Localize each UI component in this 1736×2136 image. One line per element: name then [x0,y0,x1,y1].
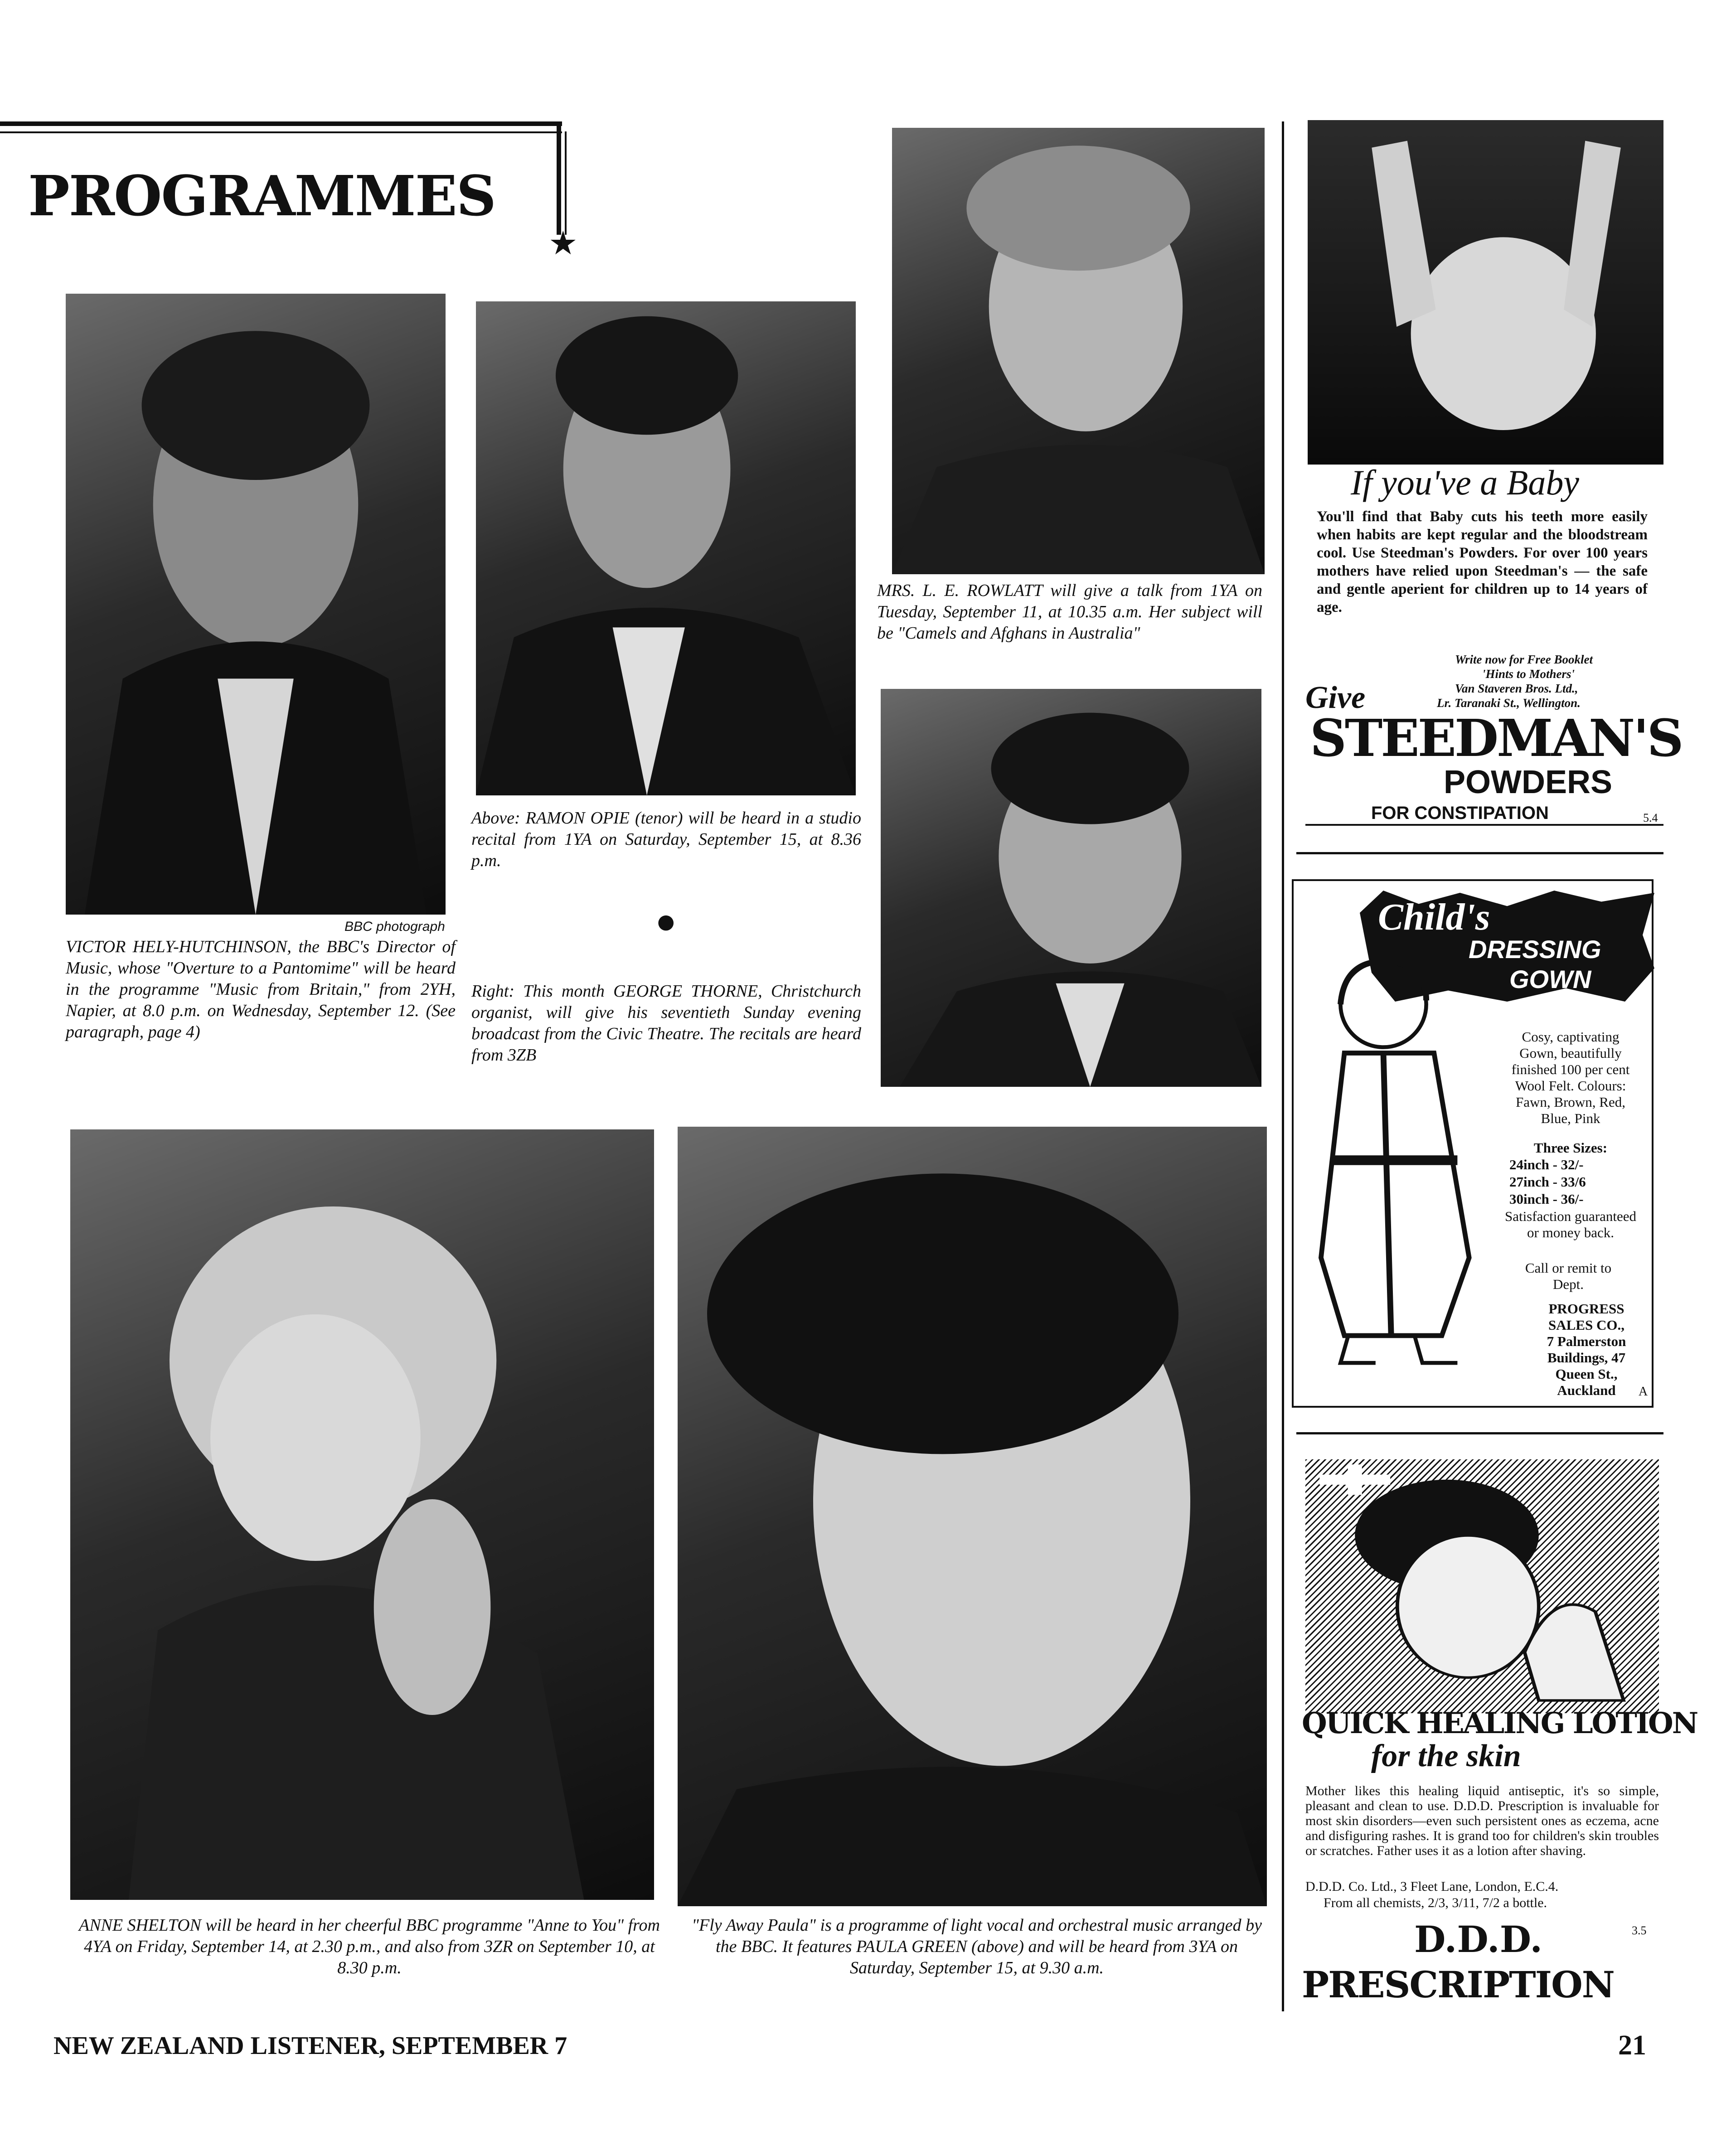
steedman-code: 5.4 [1643,811,1658,824]
photo-anne-shelton [70,1129,654,1900]
photo-george-thorne [881,689,1261,1087]
gown-illustration [1305,943,1500,1378]
header-rule-bottom [0,131,562,133]
caption-rowlatt: MRS. L. E. ROWLATT will give a talk from 1YA on Tuesday, September 11, at 10.35 a.m. Her subject will be "Camels and Afghans in Australia" [877,581,1262,643]
ad-separator-2 [1296,1432,1663,1434]
star-icon: ★ [548,224,578,262]
header-rule-top [0,121,562,126]
caption-hutchinson: VICTOR HELY-HUTCHINSON, the BBC's Director of Music, whose "Overture to a Pantomime" will be heard in the programme "Music from Britain," from 2YH, Napier, at 8.0 p.m. on Wednesday, September 12. (See paragraph, page 4) [66,937,456,1041]
gown-title-gown: GOWN [1509,965,1591,993]
bullet-separator: ● [657,910,675,933]
steedman-headline: If you've a Baby [1351,463,1579,502]
photo-victor-hely-hutchinson [66,294,446,915]
ddd-code: 3.5 [1632,1924,1647,1937]
gown-sizes-label: Three Sizes: [1533,1140,1608,1156]
caption-opie: Above: RAMON OPIE (tenor) will be heard in a studio recital from 1YA on Saturday, September 15, at 8.36 p.m. [471,809,861,870]
page-title: PROGRAMMES [28,163,495,228]
photo-ramon-opie [476,301,856,795]
caption-green: "Fly Away Paula" is a programme of light vocal and orchestral music arranged by the BBC. It features PAULA GREEN (above) and will be heard from 3YA on Saturday, September 15, at 9.30 a.m. [691,1916,1262,1977]
steedman-rule [1305,824,1663,826]
gown-size-30: 30inch - 36/- [1509,1191,1584,1207]
gown-address: 7 Palmerston Buildings, 47 Queen St., Auckland [1547,1333,1626,1398]
header-rule-vertical-thin [565,131,567,235]
steedman-brand: STEEDMAN'S [1310,709,1682,768]
ddd-illustration [1305,1459,1659,1713]
ddd-brand: D.D.D. [1414,1918,1543,1961]
ddd-subhead: for the skin [1371,1739,1521,1773]
footer-page-number: 21 [1618,2030,1646,2061]
ddd-body: Mother likes this healing liquid antiseptic, it's so simple, pleasant and clean to use. D.D.D. Prescription is invaluable for most skin disorders—even such persistent ones as eczema, acne and disfiguring rashes. It is grand too for children's skin troubles or scratches. Father uses it as a lotion after shaving. [1305,1783,1659,1858]
gown-size-24: 24inch - 32/- [1509,1157,1584,1172]
gown-size-27: 27inch - 33/6 [1509,1174,1586,1190]
ddd-headline: QUICK HEALING LOTION [1302,1706,1697,1740]
gown-code: A [1639,1385,1648,1399]
gown-call: Call or remit to Dept. [1525,1260,1612,1292]
ad-separator-1 [1296,852,1663,854]
ad-column-rule [1282,121,1284,2011]
ddd-brand-prescription: PRESCRIPTION [1302,1963,1614,2006]
steedman-baby-photo [1308,120,1663,465]
caption-thorne: Right: This month GEORGE THORNE, Christchurch organist, will give his seventieth Sunday evening broadcast from the Civic Theatre. The recitals are heard from 3ZB [471,982,861,1065]
photo-credit: BBC photograph [344,919,445,934]
gown-guarantee: Satisfaction guaranteed or money back. [1504,1208,1637,1240]
steedman-body: You'll find that Baby cuts his teeth more easily when habits are kept regular and the bloodstream cool. Use Steedman's Powders. For over 100 years mothers have relied upon Steedman's — the safe and gentle aperient for children up to 14 years of age. [1317,509,1648,615]
footer-publication: NEW ZEALAND LISTENER, SEPTEMBER 7 [53,2032,567,2060]
gown-body: Cosy, captivating Gown, beautifully finished 100 per cent Wool Felt. Colours: Fawn, Brown, Red, Blue, Pink [1511,1029,1630,1126]
ddd-prices: From all chemists, 2/3, 3/11, 7/2 a bottle. [1324,1895,1547,1910]
steedman-address: Lr. Taranaki St., Wellington. [1437,696,1581,710]
steedman-product: POWDERS [1444,764,1613,800]
header-rule-vertical [557,121,561,235]
ddd-company: D.D.D. Co. Ltd., 3 Fleet Lane, London, E.C.4. [1305,1879,1559,1894]
photo-paula-green [678,1127,1267,1906]
steedman-give: Give [1305,680,1366,715]
caption-shelton: ANNE SHELTON will be heard in her cheerful BBC programme "Anne to You" from 4YA on Friday, September 14, at 2.30 p.m., and also from 3ZR on September 10, at 8.30 p.m. [79,1916,660,1977]
steedman-tagline: FOR CONSTIPATION [1371,803,1549,823]
steedman-company: Van Staveren Bros. Ltd., [1455,682,1578,695]
gown-title-script: Child's [1378,896,1490,938]
gown-title-dressing: DRESSING [1469,935,1601,964]
photo-mrs-rowlatt [892,128,1265,574]
steedman-offer-1: Write now for Free Booklet [1455,653,1593,666]
gown-company: PROGRESS SALES CO., [1548,1301,1624,1333]
steedman-offer-2: 'Hints to Mothers' [1482,667,1575,681]
